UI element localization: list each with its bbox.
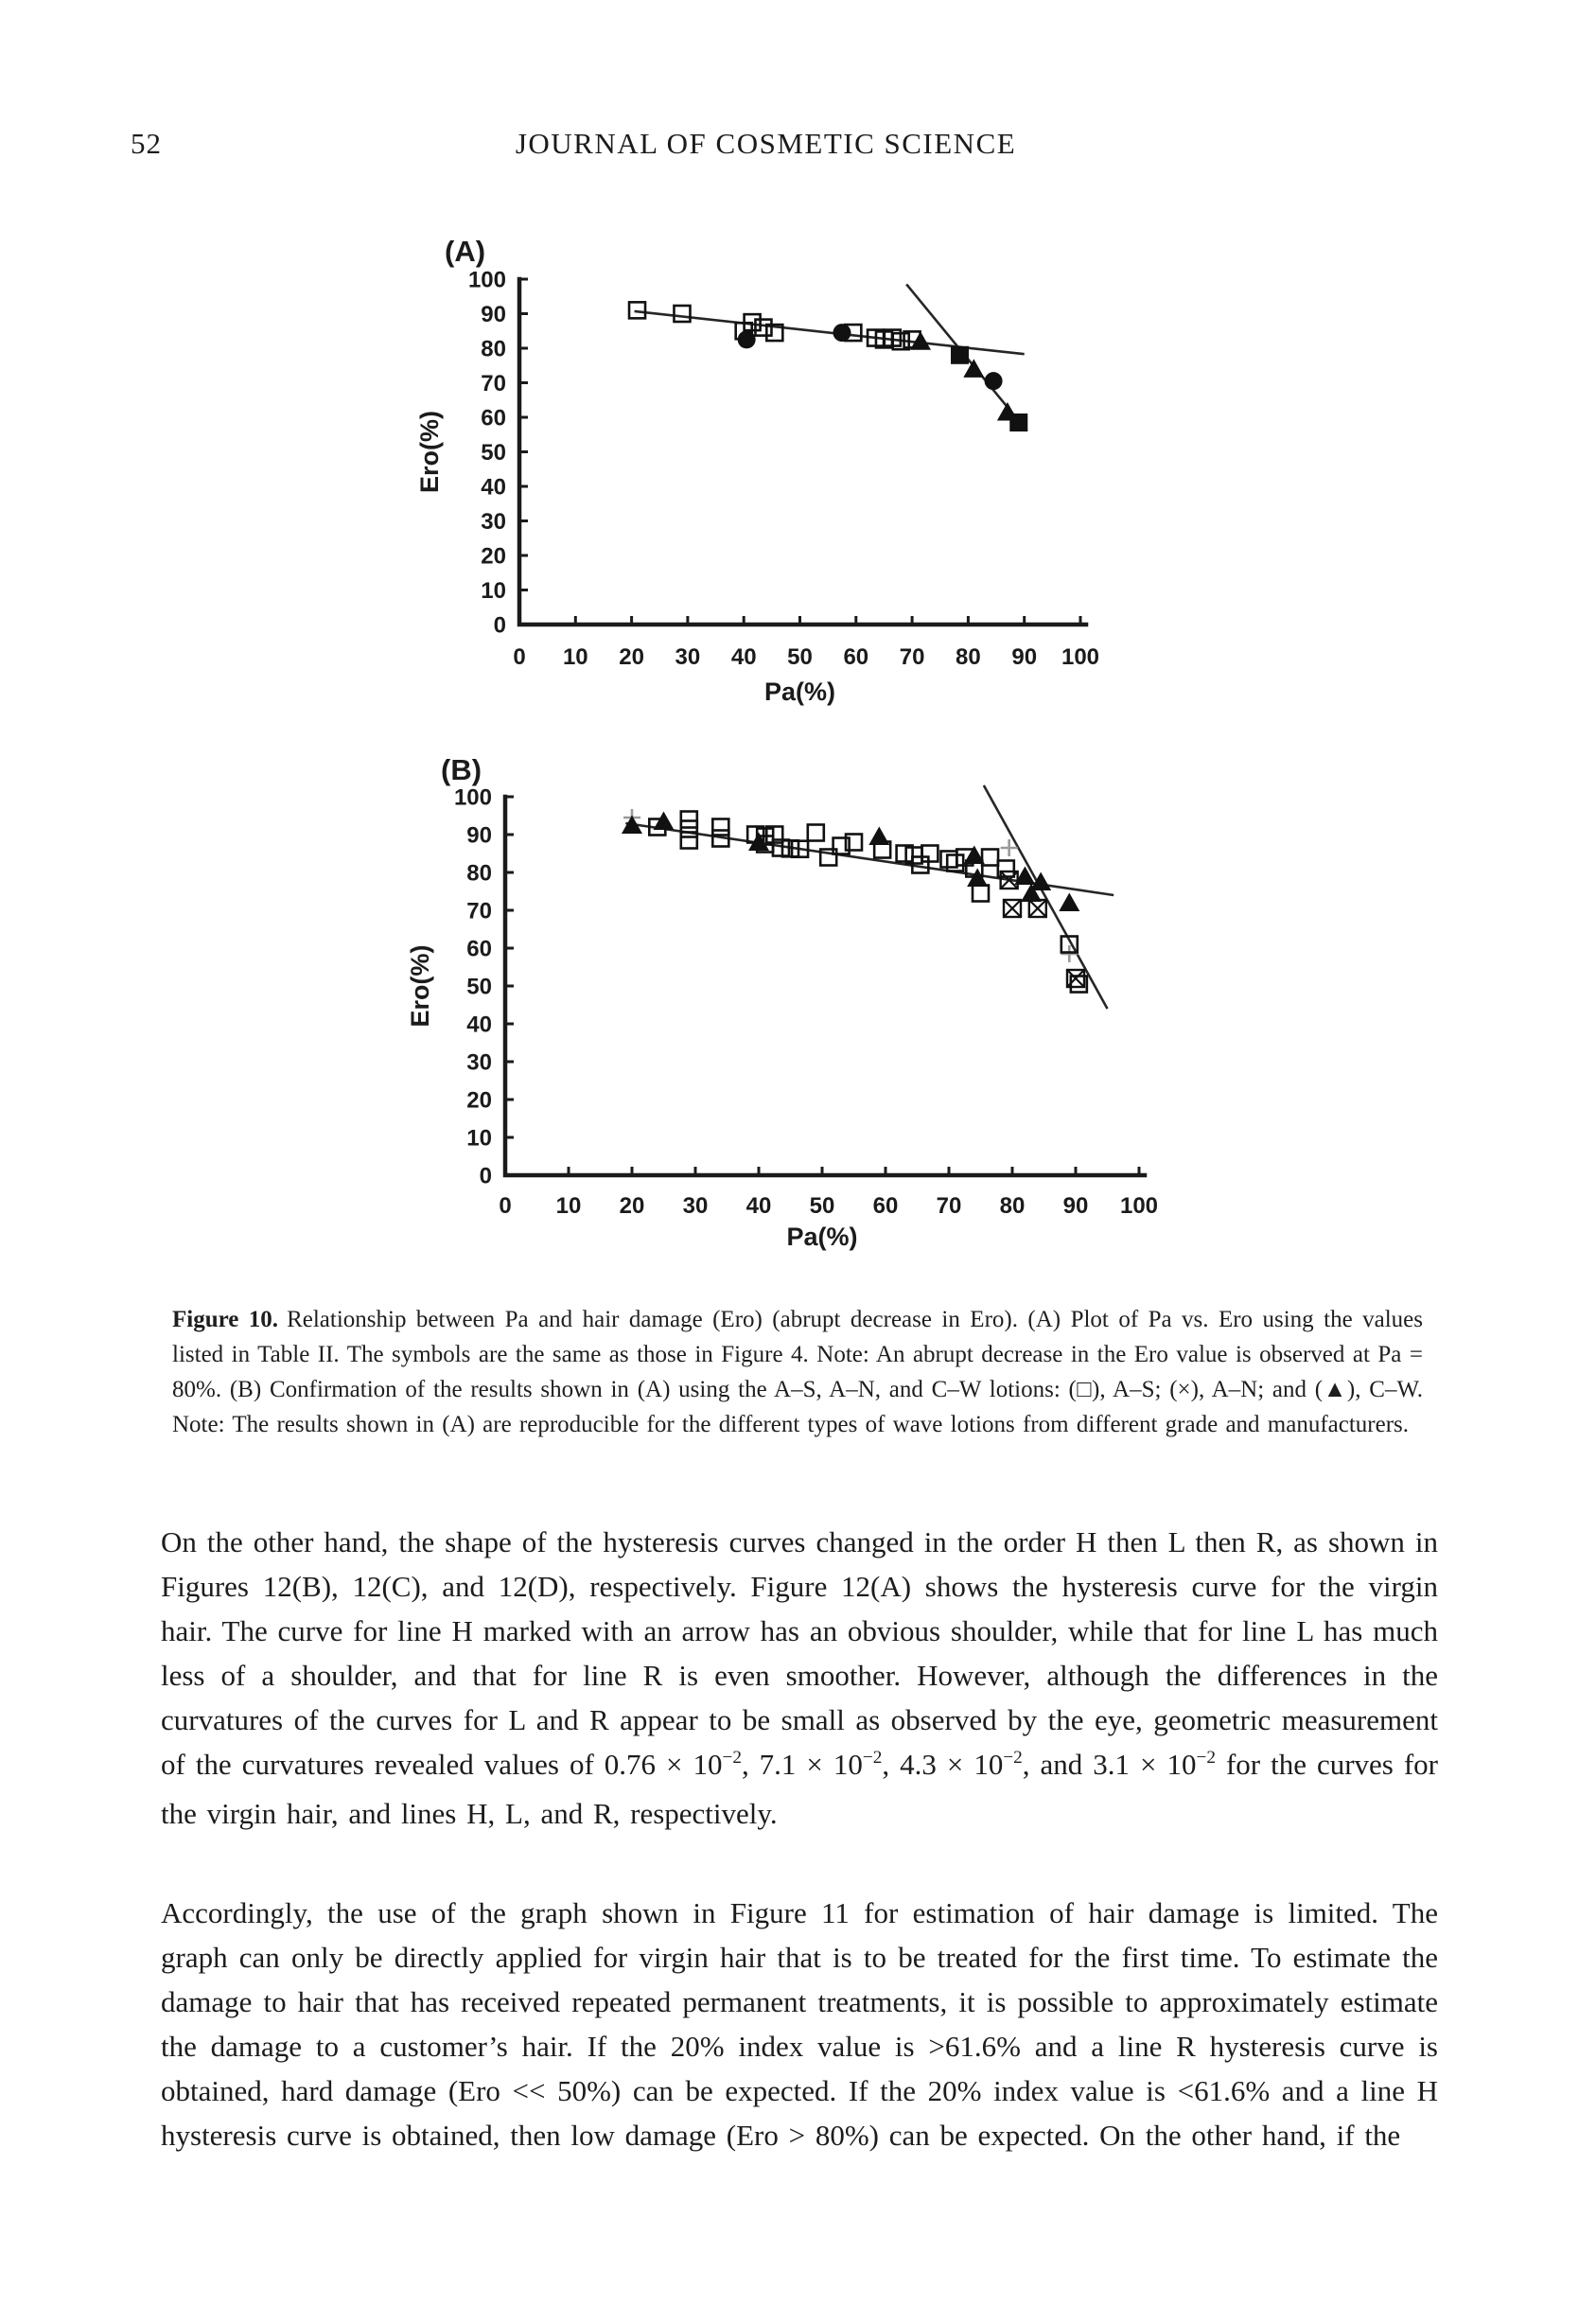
- figure-panel-b: [397, 727, 1178, 1276]
- data-point: [674, 306, 690, 322]
- text-run: Accordingly, the use of the graph shown in Figure 11 for estimation of hair damage is limited. The graph can only be directly applied for virgin hair that is to be treated for the first time. To estimate the damage to hair that has received repeated permanent treatments, it is possible to approximately estimate the damage to a customer’s hair. If the 20% index value is >61.6% and a line R hysteresis curve is obtained, hard damage (Ero << 50%) can be expected. If the 20% index value is <61.6% and a line H hysteresis curve is obtained, then low damage (Ero > 80%) can be expected. On the other hand, if the: [161, 1896, 1438, 2152]
- y-tick-label: 60: [481, 405, 506, 431]
- y-tick-label: 50: [481, 439, 506, 466]
- data-point: [947, 855, 963, 871]
- x-tick-label: 100: [1119, 1193, 1159, 1219]
- y-tick-label: 80: [466, 860, 492, 887]
- y-tick-label: 100: [453, 784, 492, 811]
- data-point: [951, 346, 969, 364]
- data-point: [755, 320, 771, 336]
- y-tick-label: 40: [466, 1012, 492, 1038]
- data-point: [1059, 893, 1079, 912]
- x-axis-title: Pa(%): [786, 1223, 858, 1251]
- data-point: [985, 372, 1003, 390]
- page-number: 52: [131, 127, 162, 160]
- body-paragraph-1: [161, 1520, 1438, 1836]
- x-tick-label: 0: [499, 1193, 512, 1219]
- x-tick-label: 30: [682, 1193, 709, 1219]
- figure-panel-a: [407, 216, 1126, 722]
- y-tick-label: 50: [466, 974, 492, 1000]
- x-tick-label: 90: [1062, 1193, 1089, 1219]
- data-point: [1061, 945, 1078, 962]
- data-point: [982, 850, 998, 866]
- trend-line-abrupt-decline: [984, 785, 1108, 1009]
- text-run: , 4.3 × 10: [882, 1748, 1004, 1781]
- data-point: [712, 819, 728, 836]
- superscript-exponent: −2: [722, 1748, 742, 1769]
- y-tick-label: 60: [466, 936, 492, 962]
- x-tick-label: 60: [843, 644, 869, 670]
- x-tick-label: 80: [999, 1193, 1026, 1219]
- x-tick-label: 10: [562, 644, 588, 670]
- text-run: On the other hand, the shape of the hysteresis curves changed in the order H then L then R, as shown in Figures 12(B), 12(C), and 12(D), respectively. Figure 12(A) shows the hysteresis curve for the virgin hair. The curve for line H marked with an arrow has an obvious shoulder, while that for line L has much less of a shoulder, and that for line R is even smoother. However, although the differences in the curvatures of the curves for L and R appear to be small as observed by the eye, geometric measurement of the curvatures revealed values of 0.76 × 10: [161, 1525, 1438, 1781]
- figure-caption-text: Relationship between Pa and hair damage (Ero) (abrupt decrease in Ero). (A) Plot of Pa vs. Ero using the values listed in Table II. The symbols are the same as those in Figure 4. Note: An abrupt decrease in the Ero value is observed at Pa = 80%. (B) Confirmation of the results shown in (A) using the A–S, A–N, and C–W lotions: (□), A–S; (×), A–N; and (▲), C–W. Note: The results shown in (A) are reproducible for the different types of wave lotions from different grade and manufacturers.: [172, 1307, 1423, 1437]
- figure-caption-label: Figure 10.: [172, 1307, 279, 1332]
- y-tick-label: 70: [466, 898, 492, 924]
- y-tick-label: 70: [481, 370, 506, 396]
- x-tick-label: 100: [1061, 644, 1100, 670]
- y-tick-label: 20: [481, 543, 506, 570]
- x-tick-label: 80: [956, 644, 981, 670]
- x-tick-label: 70: [936, 1193, 962, 1219]
- y-tick-label: 0: [493, 612, 506, 639]
- y-tick-label: 30: [466, 1049, 492, 1076]
- y-tick-label: 30: [481, 508, 506, 535]
- x-tick-label: 20: [619, 644, 644, 670]
- y-axis-title: Ero(%): [415, 411, 444, 493]
- y-tick-label: 80: [481, 336, 506, 362]
- journal-header-title: JOURNAL OF COSMETIC SCIENCE: [515, 127, 1017, 160]
- x-tick-label: 0: [513, 644, 526, 670]
- figure-caption: [172, 1302, 1423, 1442]
- data-point: [1009, 414, 1027, 431]
- x-tick-label: 20: [619, 1193, 645, 1219]
- data-point: [910, 331, 931, 350]
- y-tick-label: 90: [466, 822, 492, 849]
- data-point: [868, 827, 889, 846]
- text-run: , and 3.1 × 10: [1022, 1748, 1197, 1781]
- superscript-exponent: −2: [862, 1748, 883, 1769]
- x-tick-label: 70: [899, 644, 925, 670]
- y-tick-label: 90: [481, 301, 506, 327]
- x-tick-label: 40: [730, 644, 757, 670]
- y-tick-label: 20: [466, 1087, 492, 1114]
- data-point-x: [1004, 900, 1021, 917]
- series-triangle-filled: [910, 331, 1018, 420]
- y-tick-label: 0: [479, 1163, 492, 1189]
- y-axis-title: Ero(%): [406, 944, 434, 1028]
- y-tick-label: 10: [481, 577, 506, 604]
- text-run: for the curves for the virgin hair, and lines H, L, and R, respectively.: [161, 1748, 1439, 1830]
- x-tick-label: 90: [1011, 644, 1038, 670]
- series-square-open: [629, 302, 921, 349]
- x-tick-label: 60: [872, 1193, 899, 1219]
- data-point: [654, 812, 675, 831]
- x-axis-title: Pa(%): [763, 678, 836, 706]
- text-run: , 7.1 × 10: [741, 1748, 863, 1781]
- y-tick-label: 10: [466, 1125, 492, 1152]
- data-point: [973, 886, 989, 902]
- x-tick-label: 10: [555, 1193, 582, 1219]
- data-point: [629, 302, 645, 318]
- x-tick-label: 50: [809, 1193, 835, 1219]
- superscript-exponent: −2: [1003, 1748, 1023, 1769]
- scatter-plot-b: [397, 727, 1178, 1276]
- x-tick-label: 50: [787, 644, 813, 670]
- body-paragraph-2: [161, 1891, 1438, 2157]
- data-point: [808, 825, 824, 841]
- superscript-exponent: −2: [1196, 1748, 1216, 1769]
- data-point: [941, 852, 957, 868]
- x-tick-label: 30: [675, 644, 701, 670]
- data-point: [681, 812, 697, 828]
- data-point: [921, 846, 938, 862]
- y-tick-label: 100: [467, 267, 506, 293]
- scatter-plot-a: [407, 216, 1126, 722]
- data-point-x: [1029, 900, 1046, 917]
- panel-label: (B): [441, 753, 482, 786]
- data-point: [833, 324, 851, 342]
- data-point: [738, 330, 756, 348]
- x-tick-label: 40: [745, 1193, 772, 1219]
- y-tick-label: 40: [481, 474, 506, 501]
- panel-label: (A): [445, 235, 486, 268]
